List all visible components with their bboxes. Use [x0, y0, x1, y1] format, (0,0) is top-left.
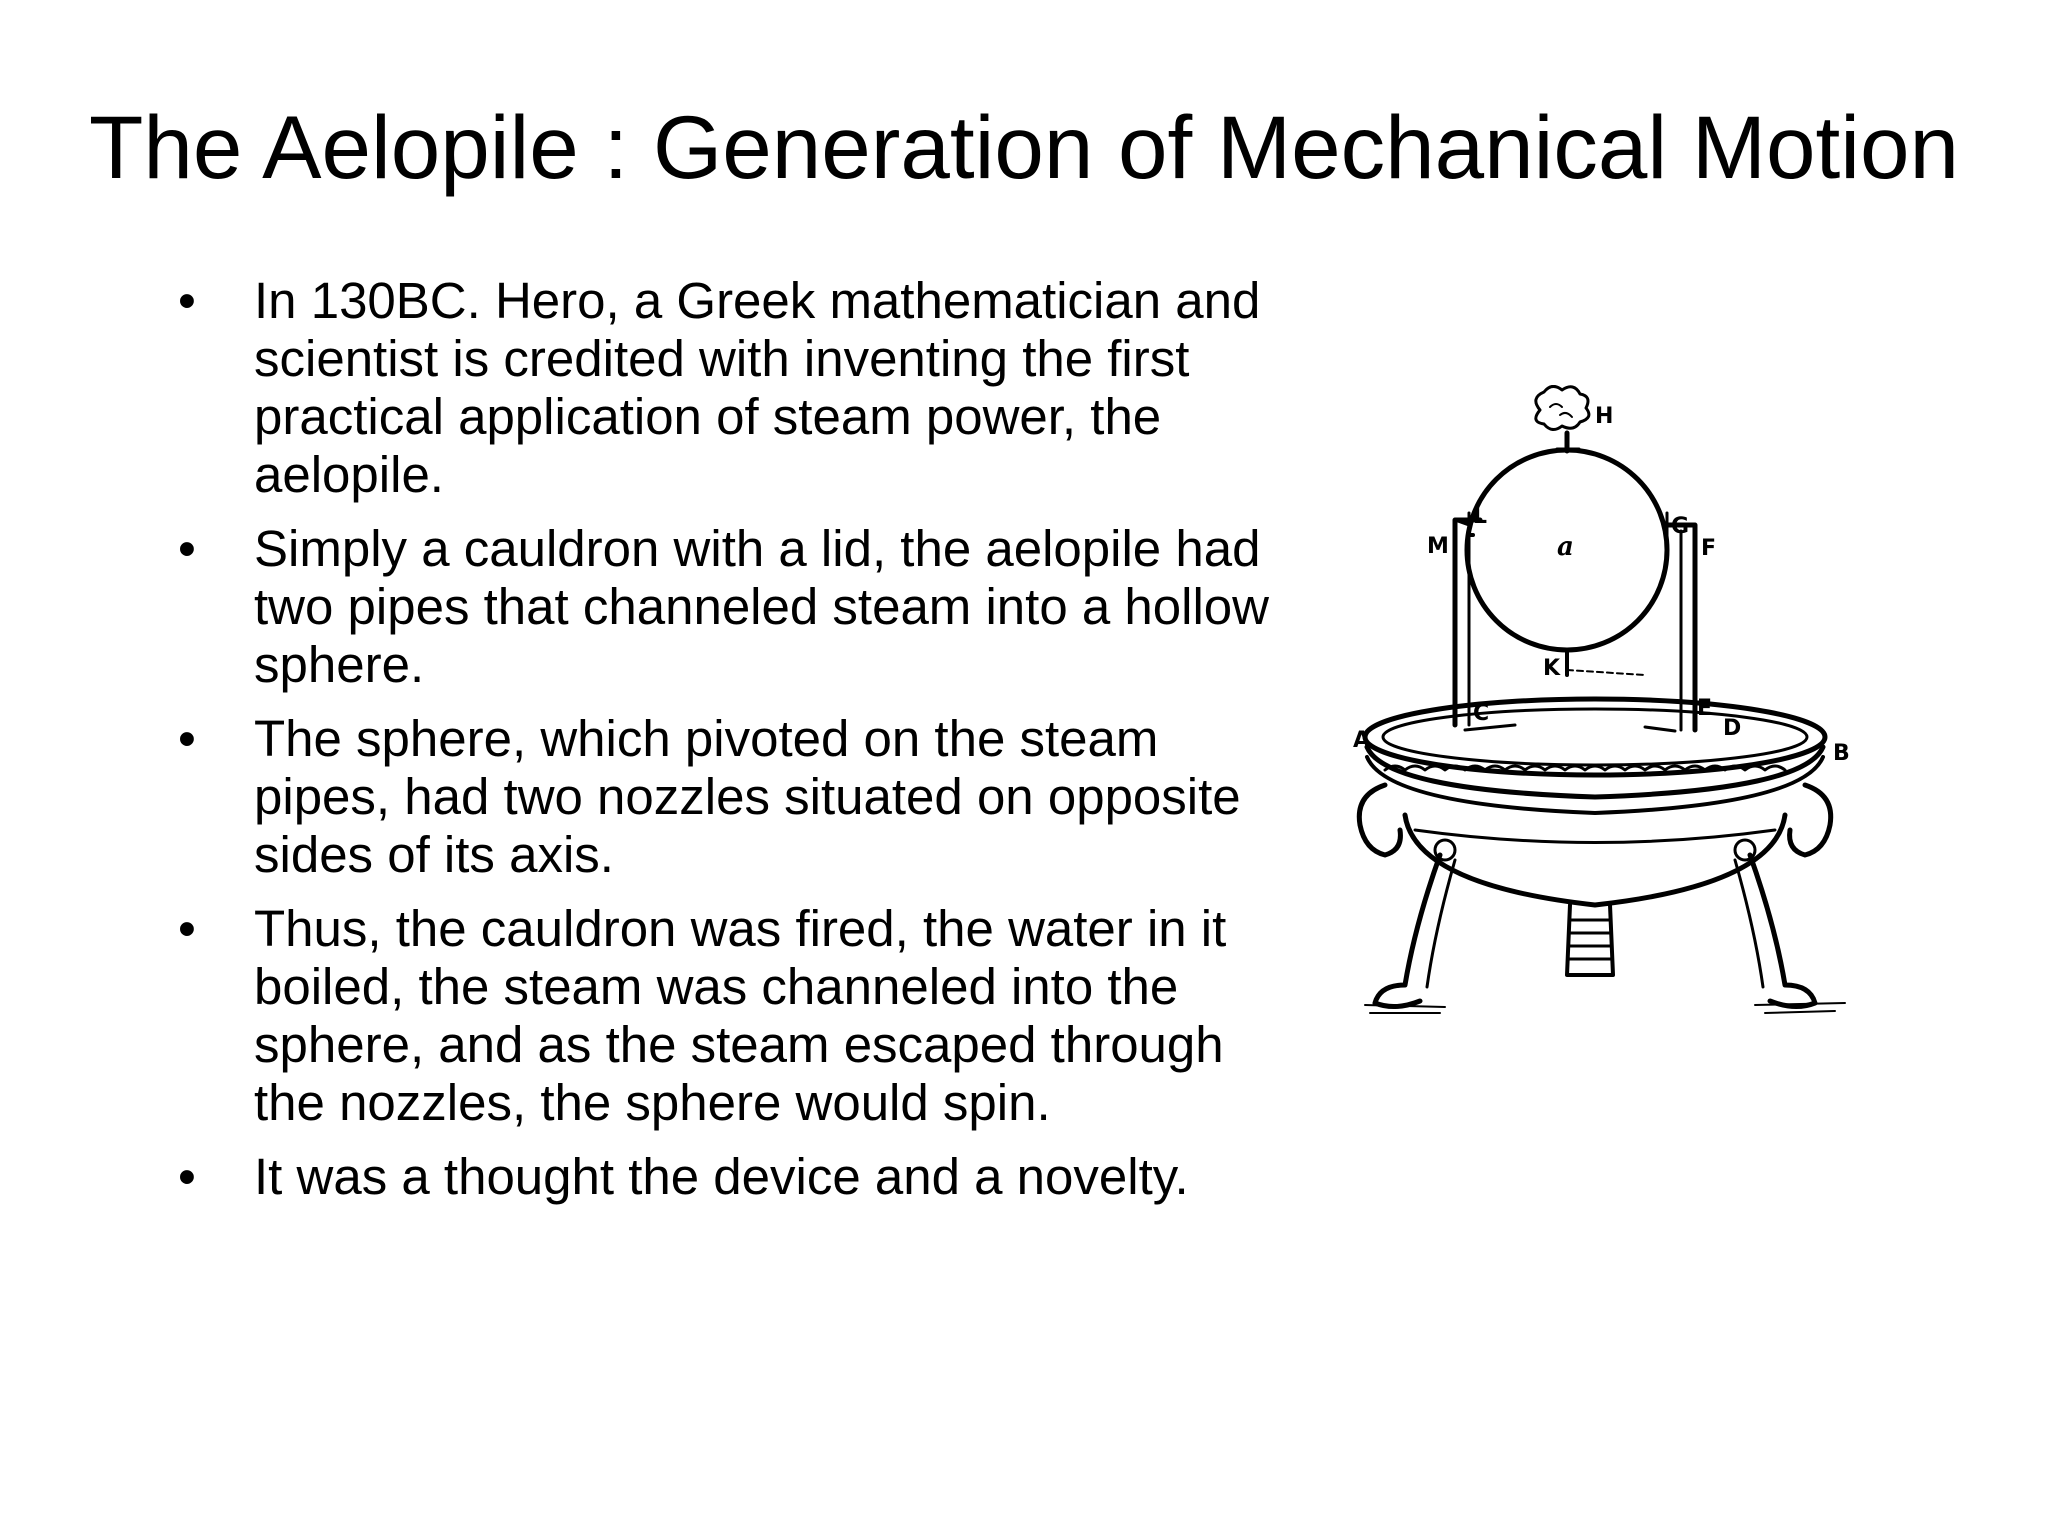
figure-label-c: C	[1473, 701, 1490, 726]
bullet-text: The sphere, which pivoted on the steam pipes, had two nozzles situated on opposite sides of its axis.	[254, 710, 1241, 883]
bullet-icon: •	[178, 1148, 196, 1205]
aelopile-engraving-icon	[1345, 385, 1895, 1025]
bullet-item	[170, 272, 1280, 504]
bullet-icon: •	[178, 710, 196, 767]
figure-label-g: G	[1671, 514, 1690, 539]
figure-label-a: A	[1353, 728, 1371, 753]
bullet-icon: •	[178, 900, 196, 957]
figure-label-d: D	[1723, 716, 1742, 741]
figure-label-b: B	[1833, 741, 1850, 766]
figure-label-k: K	[1543, 656, 1561, 681]
bullet-text: It was a thought the device and a novelty.	[254, 1148, 1189, 1205]
bullet-icon: •	[178, 520, 196, 577]
figure-label-m: M	[1427, 534, 1449, 559]
bullet-item	[170, 710, 1280, 884]
figure-label-e: E	[1697, 696, 1713, 721]
figure-label-l: L	[1473, 504, 1488, 529]
figure-label-h: H	[1595, 404, 1614, 429]
bullet-list	[170, 272, 1280, 1222]
slide-title: The Aelopile : Generation of Mechanical Motion	[88, 97, 1960, 197]
bullet-text: Simply a cauldron with a lid, the aelopile had two pipes that channeled steam into a hollow sphere.	[254, 520, 1269, 693]
bullet-icon: •	[178, 272, 196, 329]
figure-label-sphere: a	[1557, 532, 1574, 562]
bullet-item	[170, 900, 1280, 1132]
bullet-item	[170, 520, 1280, 694]
bullet-text: In 130BC. Hero, a Greek mathematician and scientist is credited with inventing the first practical application of steam power, the aelopile.	[254, 272, 1261, 503]
figure-label-f: F	[1701, 536, 1717, 561]
bullet-text: Thus, the cauldron was fired, the water in it boiled, the steam was channeled into the sphere, and as the steam escaped through the nozzles, the sphere would spin.	[254, 900, 1227, 1131]
bullet-item	[170, 1148, 1280, 1206]
aelopile-illustration	[1345, 385, 1895, 1025]
